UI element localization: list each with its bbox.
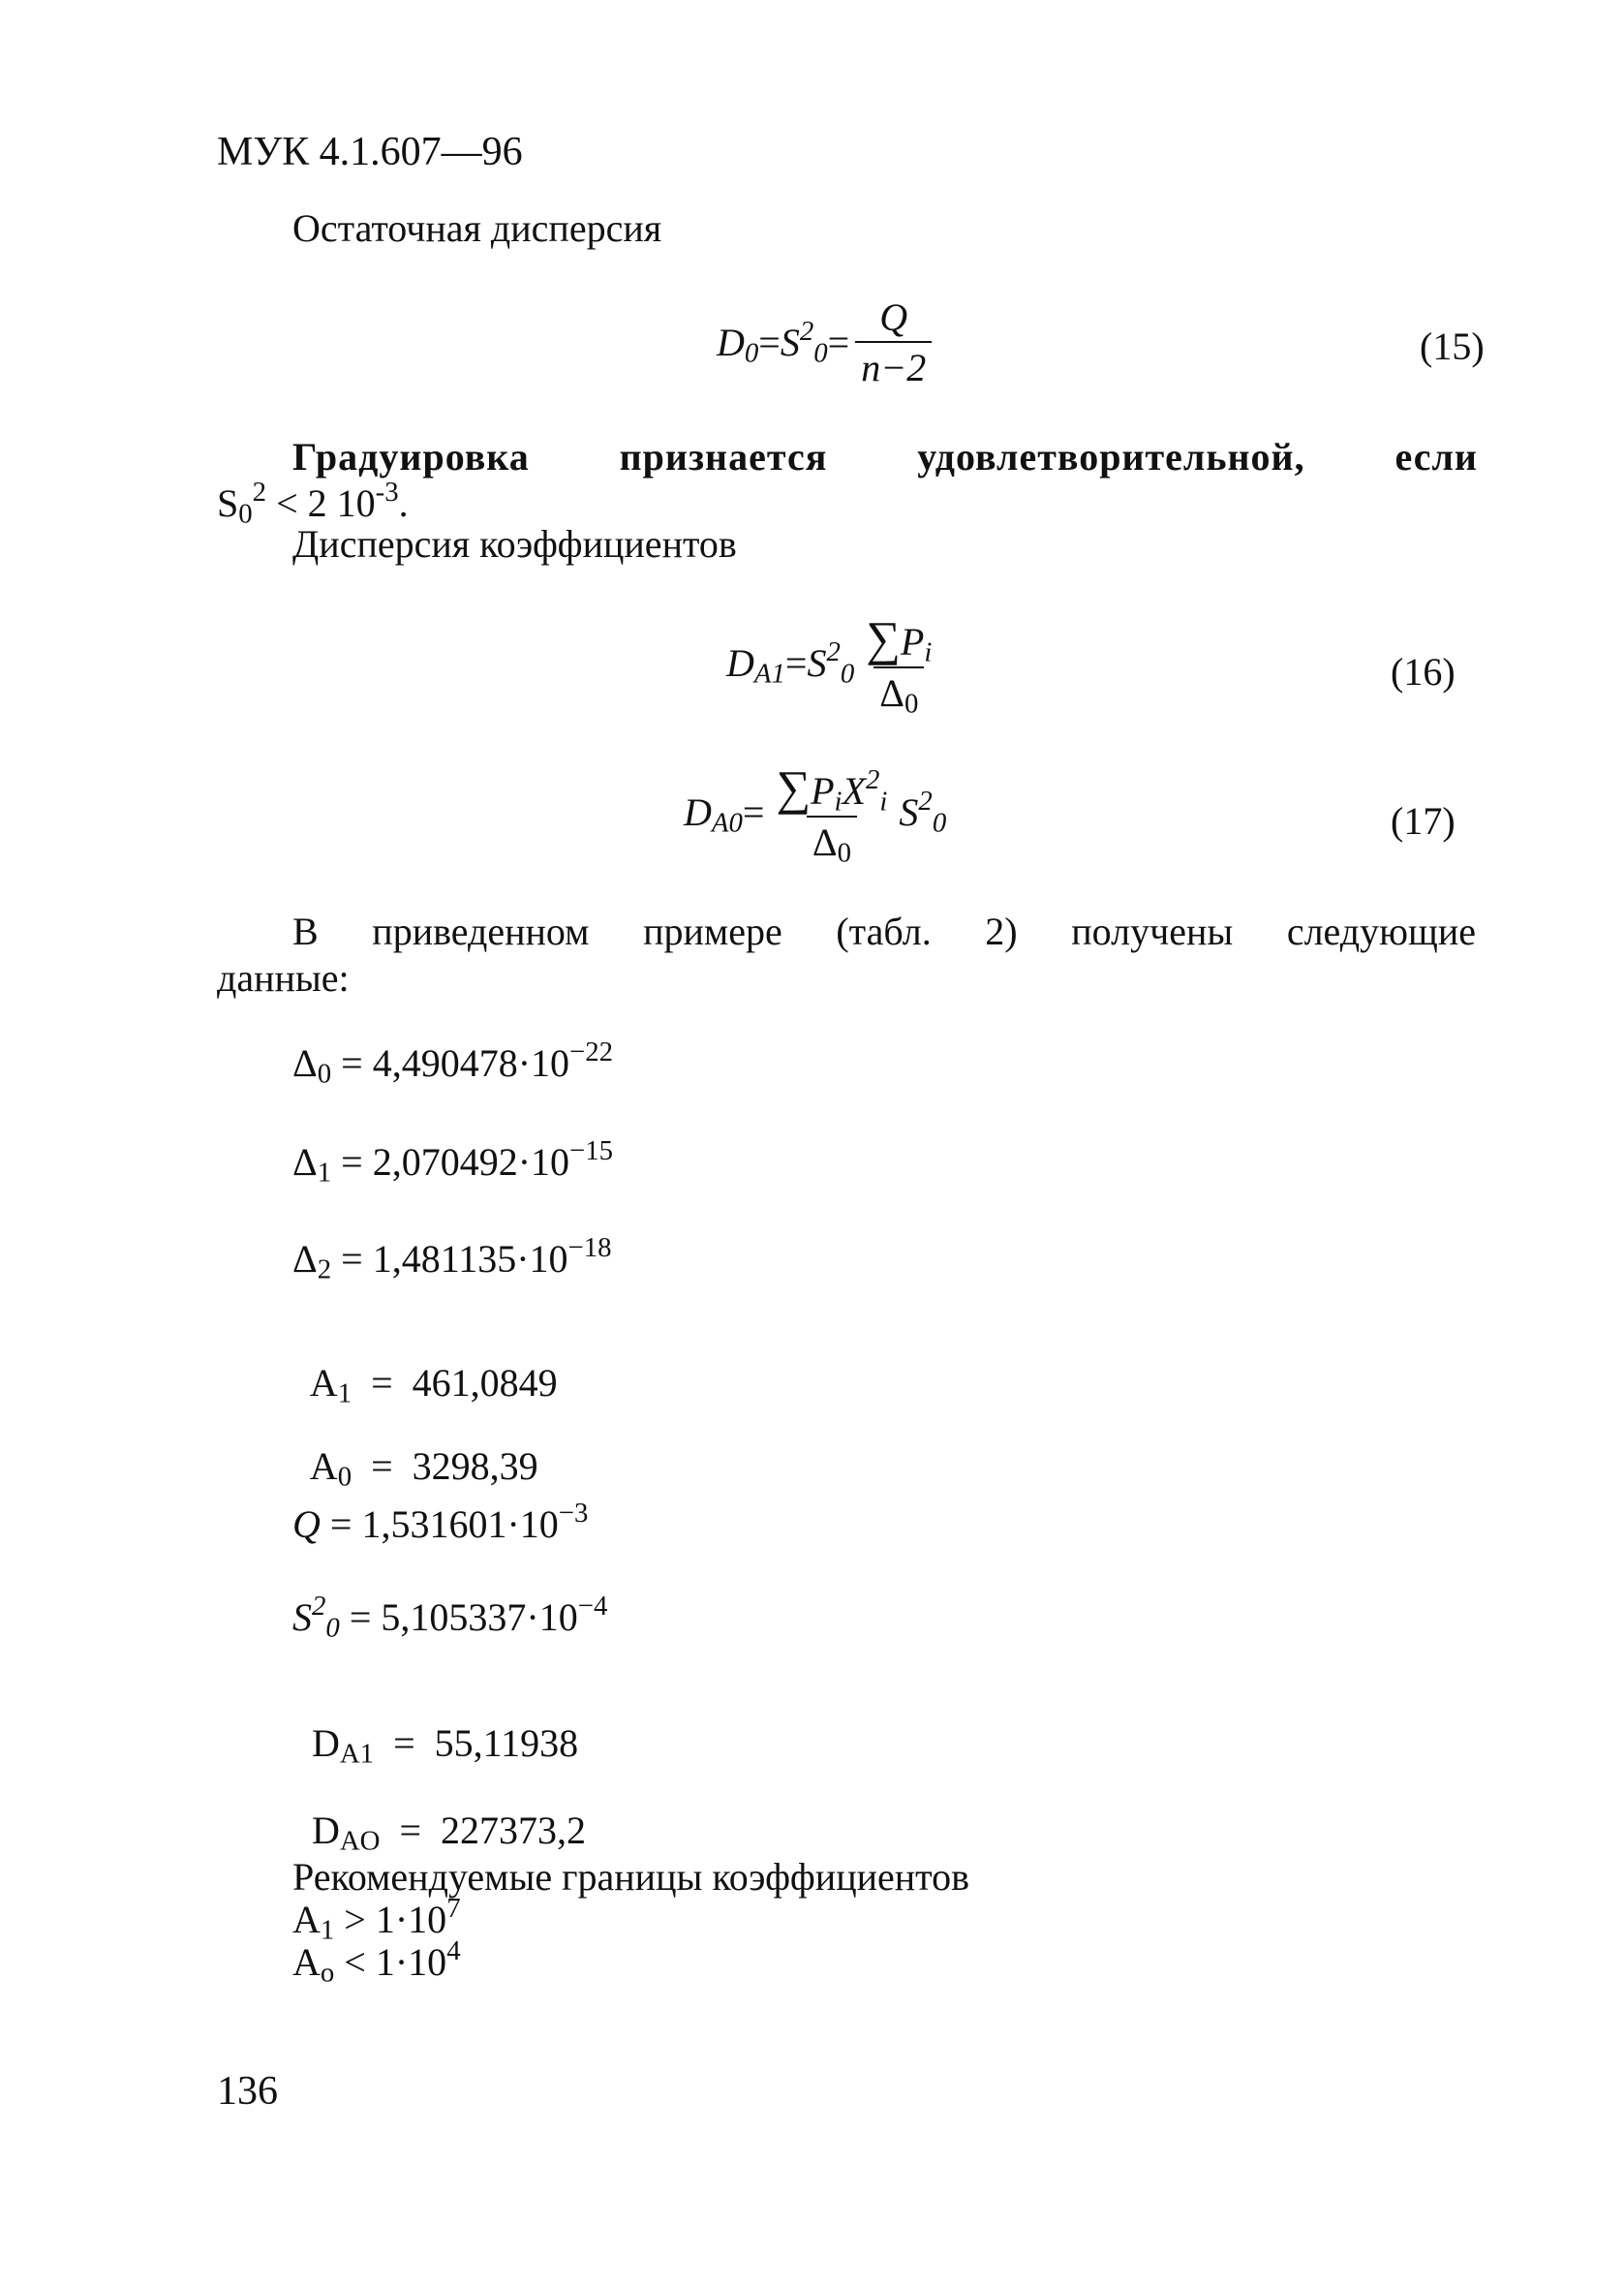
equals-sign: = (827, 321, 850, 364)
equation-16: $D_{A1}$ = $S^2_0$ $\frac{\sum P_i}{\Delta_0}$ (726, 610, 943, 717)
example-line-2: данные: (217, 956, 350, 1000)
equation-number-16: (16) (1391, 650, 1455, 694)
fraction-numerator: Q (879, 295, 908, 339)
value-Q: $Q = 1,531601\cdot 10^{-3}$ (292, 1498, 589, 1546)
example-line-1: В приведенном примере (табл. 2) получены следующие (292, 910, 1476, 953)
recommend-heading: Рекомендуемые границы коэффициентов (292, 1855, 970, 1899)
value-DA1: $D_{A1} = 55,11938$ (312, 1721, 579, 1770)
word: признается (619, 435, 828, 479)
sum-symbol: ∑ (776, 760, 812, 815)
equation-number-15: (15) (1420, 325, 1485, 368)
criterion-line-1 (292, 435, 1478, 479)
value-A0: $A_0 = 3298,39$ (309, 1444, 538, 1493)
eq17-fraction: $\frac{\sum P_iX^2_i}{\Delta_0}$ (776, 760, 888, 869)
sum-symbol: ∑ (866, 611, 901, 665)
eq16-fraction: $\frac{\sum P_i}{\Delta_0}$ (866, 611, 933, 720)
recommend-A1: $A_1 > 1\cdot 10^7$ (292, 1893, 461, 1946)
value-S0-squared: $S^2_0 = 5,105337\cdot 10^{-4}$ (292, 1591, 608, 1644)
eq15-s0-squared: $S^2_0$ (780, 316, 828, 369)
recommend-A0: $A_o < 1\cdot 10^4$ (292, 1935, 461, 1989)
document-code: МУК 4.1.607—96 (217, 130, 523, 174)
page-number: 136 (217, 2069, 278, 2114)
value-DAO: $D_{AO} = 227373,2$ (312, 1809, 587, 1857)
eq15-lhs: $D_0$ (717, 321, 759, 369)
equals-sign: = (758, 321, 781, 364)
value-delta0: $\Delta_0 = 4,490478\cdot 10^{-22}$ (292, 1036, 614, 1090)
criterion-line-2: $S_0^2 < 2$ $10^{-3}$. (217, 477, 409, 530)
word: если (1394, 435, 1478, 479)
value-delta1: $\Delta_1 = 2,070492\cdot 10^{-15}$ (292, 1135, 614, 1189)
word: Градуировка (292, 435, 530, 479)
section-heading-coefficient-variance: Дисперсия коэффициентов (292, 522, 737, 566)
eq15-fraction (855, 295, 932, 389)
value-delta2: $\Delta_2 = 1,481135\cdot 10^{-18}$ (292, 1232, 612, 1285)
equation-15 (717, 296, 937, 389)
fraction-denominator: n−2 (855, 341, 932, 387)
equation-number-17: (17) (1391, 799, 1455, 843)
word: удовлетворительной, (917, 435, 1305, 479)
equation-17: $D_{A0}$ = $\frac{\sum P_iX^2_i}{\Delta_0}$ $S^2_0$ (684, 760, 947, 869)
section-heading-residual-variance: Остаточная дисперсия (292, 206, 662, 250)
value-A1: $A_1 = 461,0849$ (309, 1361, 558, 1409)
